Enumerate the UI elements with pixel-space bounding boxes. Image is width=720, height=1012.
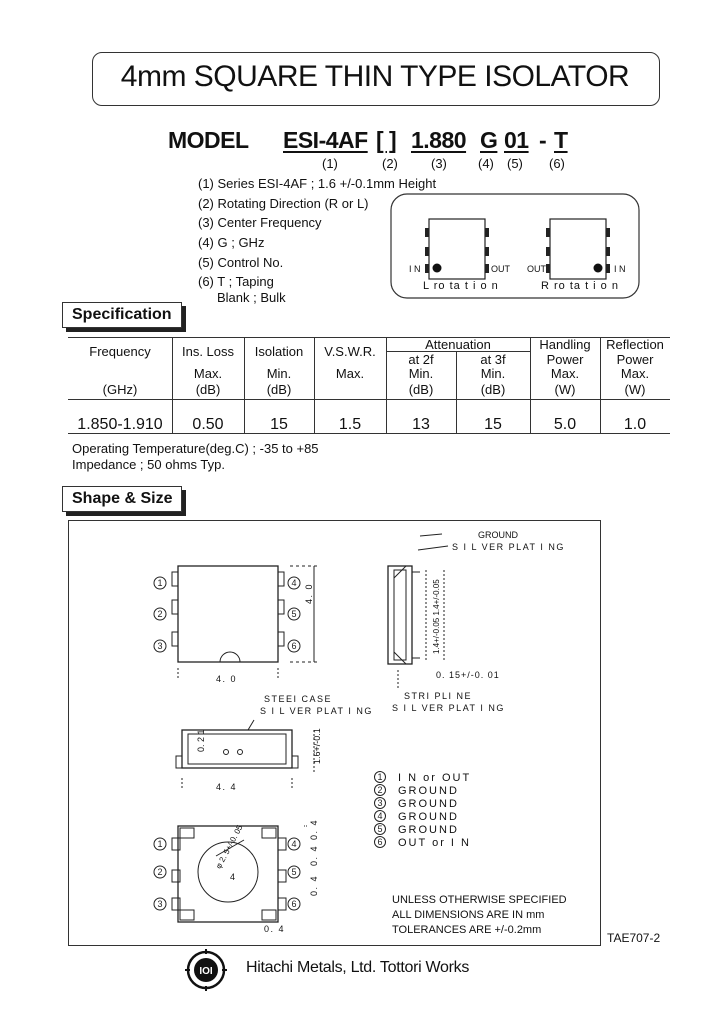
dim-pitch-c: 0. 4	[309, 874, 319, 896]
val-handling: 5.0	[553, 416, 577, 433]
label-steel-case: STEEI CASE	[264, 694, 333, 704]
model-index-3: (3)	[431, 156, 447, 171]
col-at3f: at 3f	[480, 352, 506, 367]
left-in-label: I N	[409, 264, 421, 274]
sub-at2f: Min.	[408, 366, 434, 381]
dim-thickness-16: 1.6+/-0.1	[312, 728, 322, 764]
model-index-5: (5)	[507, 156, 523, 171]
dim-width-40: 4. 0	[216, 674, 238, 684]
hitachi-logo-icon	[184, 948, 228, 992]
bv-pin-left-2: 2	[157, 867, 163, 877]
right-rotation-caption: R ro ta t i o n	[541, 280, 619, 292]
col-reflection: Reflection	[606, 337, 664, 352]
tv-pin-right-4: 4	[291, 578, 297, 588]
left-out-label: OUT	[491, 264, 510, 274]
unit-handling: (W)	[554, 382, 576, 397]
note-unless: UNLESS OTHERWISE SPECIFIED	[392, 894, 567, 906]
tv-pin-left-3: 3	[157, 641, 163, 651]
model-part-rotation: [ ]	[376, 127, 397, 153]
bv-pin-right-5: 5	[291, 867, 297, 877]
model-part-unit: G	[480, 127, 498, 153]
desc-series: (1) Series ESI-4AF ; 1.6 +/-0.1mm Height	[198, 176, 437, 191]
shape-size-header: Shape & Size	[62, 486, 182, 512]
val-reflection: 1.0	[623, 416, 647, 433]
col-handling: Handling	[539, 337, 591, 352]
col-ins-loss: Ins. Loss	[181, 344, 235, 359]
col-attenuation: Attenuation	[425, 337, 491, 352]
model-index-4: (4)	[478, 156, 494, 171]
right-in-label: I N	[614, 264, 626, 274]
unit-reflection: (W)	[624, 382, 646, 397]
legend-pin-4: GROUND	[398, 811, 459, 823]
desc-unit: (4) G ; GHz	[198, 235, 265, 250]
model-index-2: (2)	[382, 156, 398, 171]
model-index-1: (1)	[322, 156, 338, 171]
model-index-6: (6)	[549, 156, 565, 171]
tv-pin-left-1: 1	[157, 578, 163, 588]
unit-at2f: (dB)	[408, 382, 434, 397]
dimension-drawing	[68, 520, 599, 944]
dim-021: 0. 2 1	[196, 729, 206, 752]
col-isolation: Isolation	[254, 344, 304, 359]
legend-pin-3: GROUND	[398, 798, 459, 810]
left-rotation-caption: L ro ta t i o n	[423, 280, 499, 292]
val-at2f: 13	[412, 416, 430, 433]
bv-pin-right-6: 6	[291, 899, 297, 909]
desc-control: (5) Control No.	[198, 255, 284, 270]
col-handling-power: Power	[546, 352, 584, 367]
unit-ins-loss: (dB)	[195, 382, 221, 397]
document-code: TAE707-2	[607, 931, 661, 945]
note-tolerances: TOLERANCES ARE +/-0.2mm	[392, 924, 542, 936]
page-title: 4mm SQUARE THIN TYPE ISOLATOR	[120, 60, 630, 93]
left-rotation-dot	[433, 264, 442, 273]
val-ins-loss: 0.50	[192, 416, 224, 433]
label-silver-3: S I L VER PLAT I NG	[392, 703, 505, 713]
label-ground: GROUND	[478, 530, 518, 540]
legend-num-2: 2	[377, 785, 383, 795]
val-frequency: 1.850-1.910	[77, 416, 163, 433]
sub-at3f: Min.	[480, 366, 506, 381]
right-rotation-dot	[594, 264, 603, 273]
desc-rotation: (2) Rotating Direction (R or L)	[198, 196, 369, 211]
legend-num-3: 3	[377, 798, 383, 808]
desc-frequency: (3) Center Frequency	[198, 215, 322, 230]
impedance: Impedance ; 50 ohms Typ.	[72, 457, 225, 472]
legend-pin-2: GROUND	[398, 785, 459, 797]
col-reflection-power: Power	[616, 352, 654, 367]
val-isolation: 15	[270, 416, 288, 433]
model-separator: -	[539, 127, 547, 153]
specification-header: Specification	[62, 302, 182, 328]
col-at2f: at 2f	[408, 352, 434, 367]
col-vswr: V.S.W.R.	[324, 344, 376, 359]
unit-isolation: (dB)	[266, 382, 292, 397]
sub-handling: Max.	[550, 366, 580, 381]
unit-at3f: (dB)	[480, 382, 506, 397]
model-part-frequency: 1.880	[411, 127, 467, 153]
desc-bulk: Blank ; Bulk	[217, 290, 286, 305]
legend-num-1: 1	[377, 772, 383, 782]
legend-num-5: 5	[377, 824, 383, 834]
model-part-series: ESI-4AF	[283, 127, 368, 153]
label-silver-2: S I L VER PLAT I NG	[260, 706, 373, 716]
logo-text: IOI	[199, 966, 213, 977]
val-at3f: 15	[484, 416, 502, 433]
tv-pin-right-6: 6	[291, 641, 297, 651]
bv-pin-left-3: 3	[157, 899, 163, 909]
operating-temperature: Operating Temperature(deg.C) ; -35 to +85	[72, 441, 319, 456]
sub-isolation: Min.	[266, 366, 292, 381]
dim-diameter: φ 2. 5+/-0. 05	[214, 823, 245, 871]
col-frequency: Frequency	[89, 344, 151, 359]
sub-ins-loss: Max.	[193, 366, 223, 381]
dim-diameter-b: 4	[230, 872, 237, 882]
sub-vswr: Max.	[335, 366, 365, 381]
company-name: Hitachi Metals, Ltd. Tottori Works	[246, 959, 470, 976]
dim-bottom-width: 0. 4	[264, 924, 286, 934]
dim-pitch-a: 0. 4	[309, 818, 319, 840]
model-label: MODEL	[168, 127, 249, 153]
tv-pin-left-2: 2	[157, 609, 163, 619]
right-out-label: OUT	[527, 264, 546, 274]
legend-pin-5: GROUND	[398, 824, 459, 836]
legend-num-6: 6	[377, 837, 383, 847]
dim-width-44: 4. 4	[216, 782, 238, 792]
bv-pin-right-4: 4	[291, 839, 297, 849]
tv-pin-right-5: 5	[291, 609, 297, 619]
unit-frequency: (GHz)	[102, 382, 138, 397]
dim-side-width: 0. 15+/-0. 01	[436, 670, 500, 680]
legend-pin-1: I N or OUT	[398, 772, 472, 784]
sub-reflection: Max.	[620, 366, 650, 381]
model-part-control: 01	[504, 127, 529, 153]
dim-pitch-b: 0. 4	[309, 844, 319, 866]
label-silver-1: S I L VER PLAT I NG	[452, 542, 565, 552]
legend-pin-6: OUT or I N	[398, 837, 471, 849]
desc-taping: (6) T ; Taping	[198, 274, 274, 289]
note-units: ALL DIMENSIONS ARE IN mm	[392, 909, 545, 921]
label-stripline: STRI PLI NE	[404, 691, 473, 701]
model-part-taping: T	[554, 127, 568, 153]
dim-side-height: 1.4+/-0.05 1.4+/-0.05	[432, 579, 441, 654]
spec-mid-rule	[68, 399, 670, 400]
legend-num-4: 4	[377, 811, 383, 821]
bv-pin-left-1: 1	[157, 839, 163, 849]
dim-height-40: 4. 0	[304, 582, 314, 604]
val-vswr: 1.5	[338, 416, 362, 433]
